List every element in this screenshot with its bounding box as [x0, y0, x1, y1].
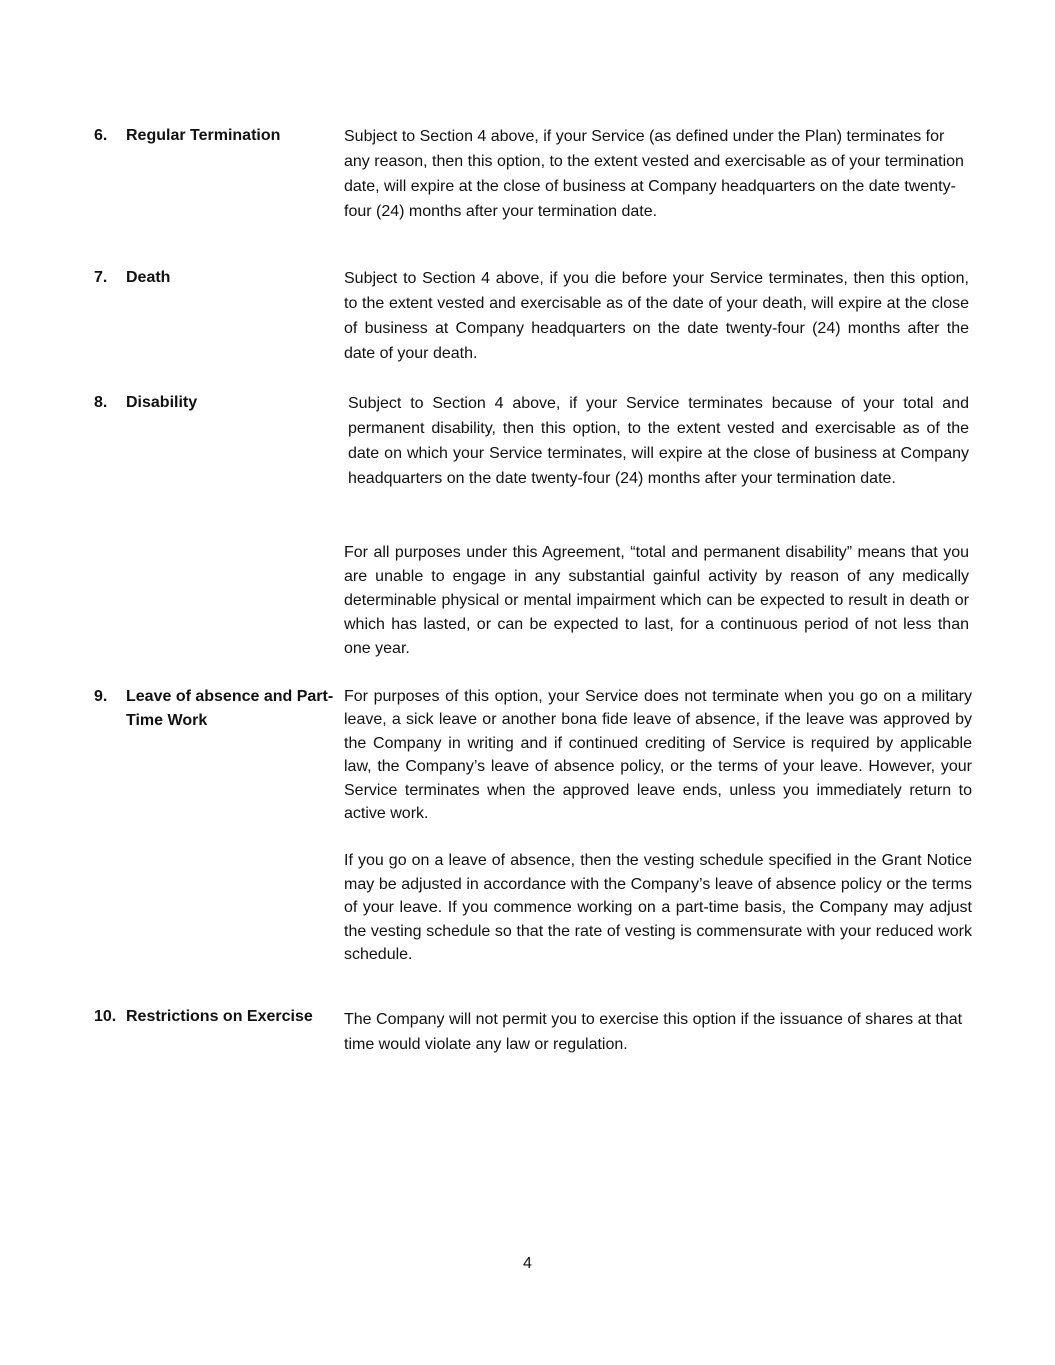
- section-body: [344, 266, 969, 366]
- section-body: [344, 1007, 972, 1057]
- section-paragraph: For purposes of this option, your Service does not terminate when you go on a military leave, a sick leave or another bona fide leave of absence, if the leave was approved by the Company in writing and if continued crediting of Service is required by applicable law, the Company’s leave of absence policy, or the terms of your leave. However, your Service terminates when the approved leave ends, unless you immediately return to active work.: [344, 688, 972, 823]
- section-body-continued: [344, 541, 969, 661]
- section-title: Restrictions on Exercise: [126, 1008, 313, 1025]
- section-title: Disability: [126, 394, 198, 411]
- section-paragraph: Subject to Section 4 above, if you die before your Service terminates, then this option, to the extent vested and exercisable as of the date of your death, will expire at the close of business at Company headquarters on the date twenty-four (24) months after the date of your death.: [344, 270, 969, 362]
- section-title: Death: [126, 269, 171, 286]
- section-body: [344, 685, 972, 966]
- section-title: Regular Termination: [126, 127, 281, 144]
- section-paragraph: For all purposes under this Agreement, “total and permanent disability” means that you are unable to engage in any substantial gainful activity by reason of any medically determinable physical or mental impairment which can be expected to result in death or which has lasted, or can be expected to last, for a continuous period of not less than one year.: [344, 544, 969, 657]
- section-body: [344, 124, 969, 224]
- section-number: 9.: [94, 688, 108, 705]
- section-number: 8.: [94, 394, 108, 411]
- section-title: Leave of absence and Part-Time Work: [126, 688, 334, 729]
- page-number: 4: [523, 1255, 532, 1272]
- section-paragraph: The Company will not permit you to exercise this option if the issuance of shares at that time would violate any law or regulation.: [344, 1011, 963, 1053]
- section-number: 10.: [94, 1008, 117, 1025]
- section-number: 7.: [94, 269, 108, 286]
- section-number: 6.: [94, 127, 108, 144]
- section-paragraph: Subject to Section 4 above, if your Service terminates because of your total and permanent disability, then this option, to the extent vested and exercisable as of the date on which your Service terminates, will expire at the close of business at Company headquarters on the date twenty-four (24) months after your termination date.: [348, 395, 969, 487]
- section-body: [348, 391, 969, 491]
- section-paragraph: Subject to Section 4 above, if your Service (as defined under the Plan) terminates for any reason, then this option, to the extent vested and exercisable as of your termination date, will expire at the close of business at Company headquarters on the date twenty-four (24) months after your termination date.: [344, 128, 964, 220]
- section-paragraph: If you go on a leave of absence, then the vesting schedule specified in the Grant Notice may be adjusted in accordance with the Company’s leave of absence policy or the terms of your leave. If you commence working on a part-time basis, the Company may adjust the vesting schedule so that the rate of vesting is commensurate with your reduced work schedule.: [344, 852, 972, 964]
